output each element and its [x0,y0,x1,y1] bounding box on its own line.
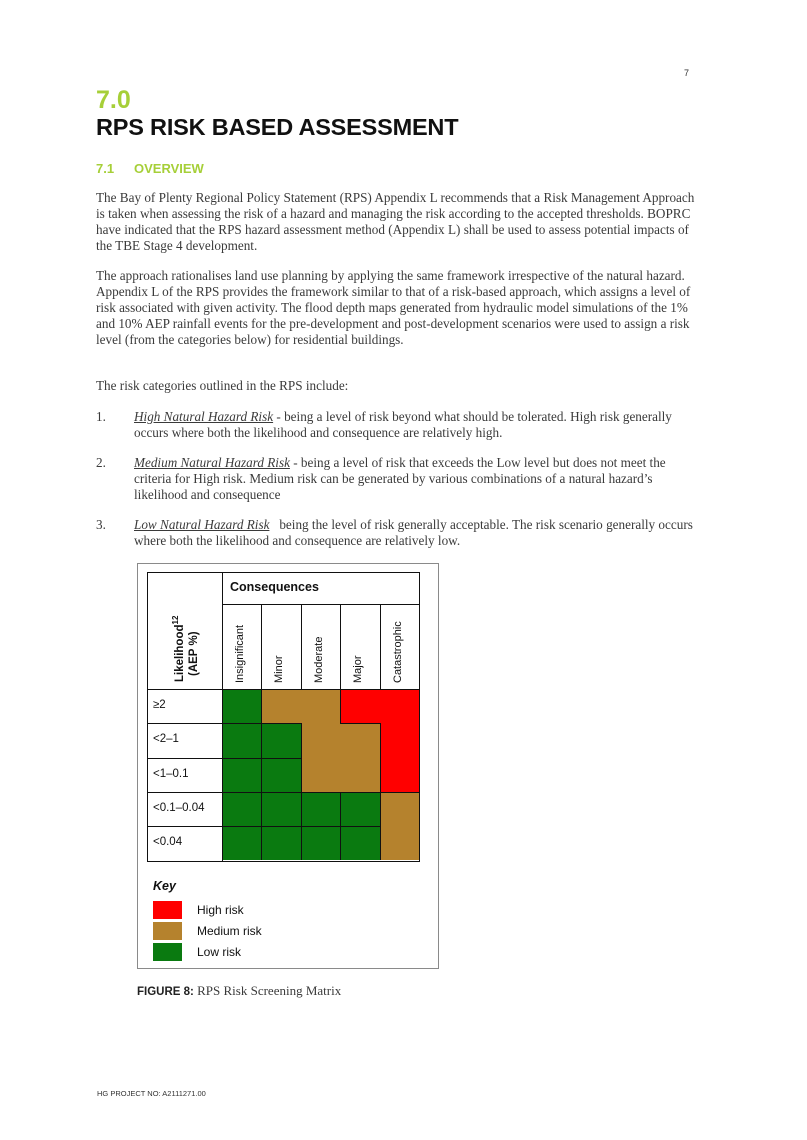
risk-matrix [147,572,419,861]
row-header: <2–1 [153,733,179,746]
column-header: Catastrophic [391,621,404,683]
grid-line [301,604,302,689]
grid-line [222,826,261,827]
key-label: Low risk [197,945,242,959]
matrix-cell-medium-risk [301,723,340,757]
subsection-number: 7.1 [96,161,115,176]
grid-line [380,723,381,757]
grid-line [301,826,302,860]
key-swatch-medium [153,922,182,940]
matrix-cell-low-risk [261,723,300,757]
column-header: Insignificant [234,624,246,683]
grid-line [261,758,262,792]
matrix-cell-low-risk [301,826,340,860]
key-title: Key [153,879,176,893]
matrix-cell-medium-risk [301,758,340,792]
paragraph-approach: The approach rationalises land use planning by applying the same framework irrespective of the natural hazard. Appendix L of the RPS provides the framework similar to that of a risk-based approach, which assigns a level of risk associated with given activity. The flood depth maps generated from hydraulic model simulations of the 1% and 10% AEP rainfall events for the pre-development and post-development scenarios were used to assign a risk level (from the categories below) for residential buildings. [96,268,691,348]
matrix-cell-low-risk [340,826,379,860]
grid-line [222,758,261,759]
matrix-cell-medium-risk [340,723,379,757]
grid-line [147,572,148,861]
figure-caption [137,983,341,999]
likelihood-unit: (AEP %) [187,631,200,676]
grid-line [147,723,222,724]
matrix-cell-medium-risk [301,689,340,723]
grid-line [301,826,340,827]
grid-line [340,826,341,860]
row-header: <1–0.1 [153,767,189,780]
row-header: <0.04 [153,836,183,849]
grid-line [340,604,341,689]
matrix-cell-low-risk [222,792,261,826]
matrix-cell-low-risk [222,723,261,757]
matrix-cell-high-risk [380,723,419,757]
figure-label: FIGURE 8: [137,986,194,998]
grid-line [380,826,381,860]
likelihood-text: Likelihood [173,624,186,682]
risk-term: Low Natural Hazard Risk [134,517,270,532]
figure-caption-text: RPS Risk Screening Matrix [193,983,342,998]
list-item-body [134,409,694,441]
matrix-cell-medium-risk [380,826,419,860]
key-swatch-high [153,901,182,919]
grid-line [261,792,262,826]
grid-line [380,792,419,793]
grid-line [261,723,300,724]
grid-line [222,792,261,793]
grid-line [261,604,262,689]
grid-line [147,792,222,793]
subsection-heading [96,161,204,176]
list-item-body [134,517,697,549]
matrix-cell-low-risk [261,758,300,792]
grid-line [301,723,302,757]
matrix-cell-high-risk [340,689,379,723]
grid-line [222,572,223,861]
matrix-cell-medium-risk [380,792,419,826]
key-swatch-low [153,943,182,961]
column-header: Minor [273,655,286,683]
grid-line [261,689,262,723]
grid-line [147,826,222,827]
grid-line [301,792,302,826]
risk-term: Medium Natural Hazard Risk [134,455,290,470]
matrix-cell-high-risk [380,758,419,792]
grid-line [301,758,302,792]
matrix-cell-low-risk [222,689,261,723]
grid-line [261,758,300,759]
section-number: 7.0 [96,86,131,114]
grid-line [261,792,300,793]
key-label: Medium risk [197,924,262,938]
grid-line [380,792,381,826]
grid-line [261,826,262,860]
grid-line [261,826,300,827]
grid-line [340,689,341,723]
consequences-title: Consequences [230,580,319,594]
likelihood-axis-label [169,616,201,682]
matrix-cell-low-risk [340,792,379,826]
subsection-title: OVERVIEW [134,161,204,176]
matrix-cell-low-risk [301,792,340,826]
footnote-ref: 12 [171,615,180,625]
grid-line [380,604,381,689]
grid-line [147,572,419,573]
matrix-cell-low-risk [261,826,300,860]
grid-line [340,792,379,793]
row-header: ≥2 [153,699,166,711]
grid-line [340,792,341,826]
grid-line [340,723,379,724]
grid-line [147,861,420,862]
key-label: High risk [197,903,244,917]
page-number: 7 [684,68,690,78]
paragraph-intro: The Bay of Plenty Regional Policy Statement (RPS) Appendix L recommends that a Risk Management Approach is taken when assessing the risk of a hazard and managing the risk according to the accepted thresholds. BOPRC have indicated that the RPS hazard assessment method (Appendix L) shall be used to assess potential impacts of the TBE Stage 4 development. [96,190,695,254]
list-item-number: 2. [96,455,106,470]
risk-description: being the level of risk generally acceptable. The risk scenario generally occurs where both the likelihood and consequence are relatively low. [134,517,697,549]
grid-line [147,689,419,690]
list-item-body [134,455,694,503]
matrix-cell-low-risk [261,792,300,826]
grid-line [380,758,381,792]
footer-project-number: HG PROJECT NO: A2111271.00 [97,1089,206,1098]
matrix-cell-medium-risk [261,689,300,723]
paragraph-categories-intro: The risk categories outlined in the RPS include: [96,378,349,393]
row-header: <0.1–0.04 [153,801,205,814]
risk-term: High Natural Hazard Risk [134,409,274,424]
matrix-cell-low-risk [222,826,261,860]
matrix-cell-medium-risk [340,758,379,792]
risk-description: - being a level of risk beyond what should be tolerated. High risk generally occurs where both the likelihood and consequence are relatively high. [134,409,672,441]
likelihood-title [169,616,187,682]
grid-line [222,723,261,724]
grid-line [261,723,262,757]
column-header: Major [352,655,365,683]
grid-line [147,758,222,759]
grid-line [301,792,340,793]
list-item-number: 3. [96,517,106,532]
list-item-number: 1. [96,409,106,424]
grid-line [222,604,419,605]
grid-line [419,572,420,862]
matrix-cell-low-risk [222,758,261,792]
section-title: RPS RISK BASED ASSESSMENT [96,114,459,140]
risk-description: - being a level of risk that exceeds the Low level but does not meet the criteria for High risk. Medium risk can be generated by various combinations of a natural hazard’s likelihood and consequence [134,455,666,503]
grid-line [340,826,379,827]
column-header: Moderate [312,636,325,683]
matrix-cell-high-risk [380,689,419,723]
